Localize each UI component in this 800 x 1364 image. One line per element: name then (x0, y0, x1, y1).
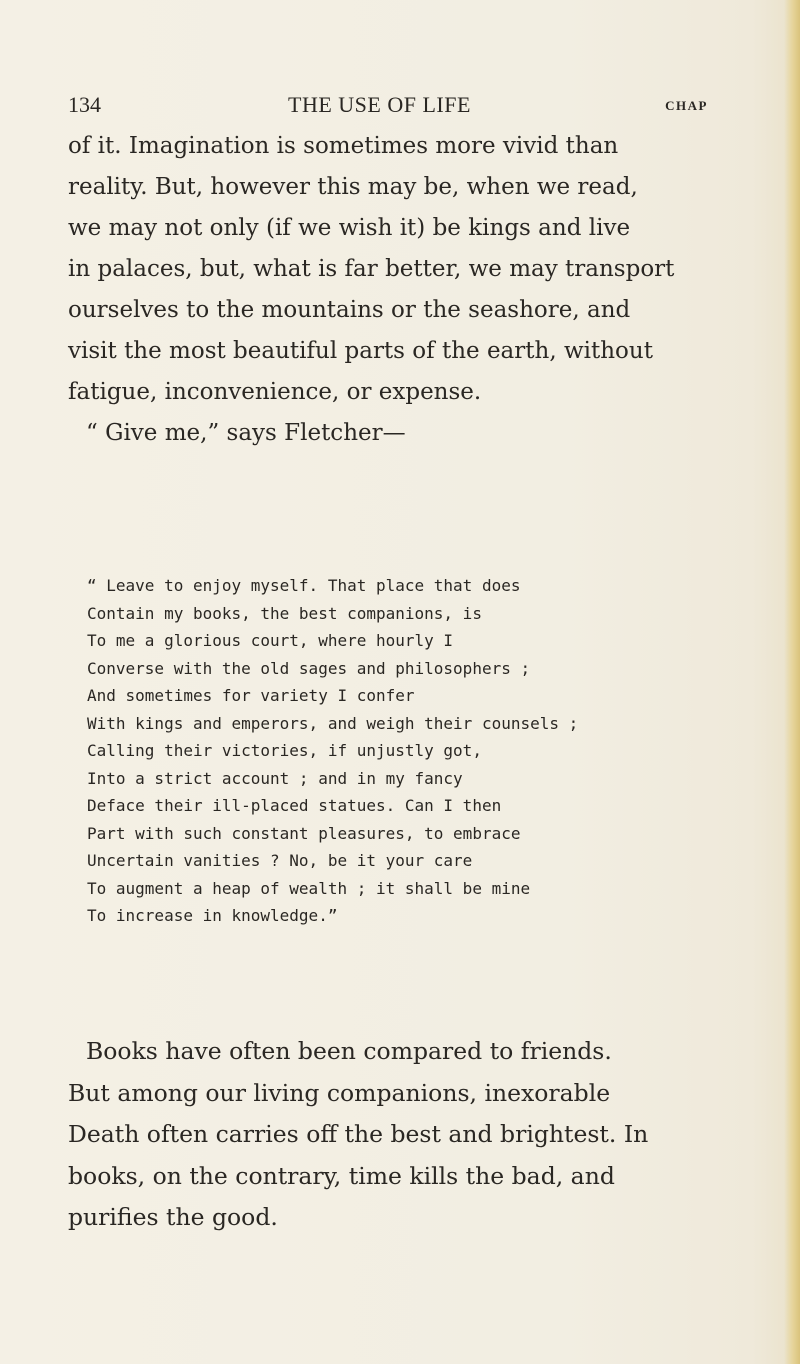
text-line: fatigue, inconvenience, or expense. (68, 379, 482, 405)
page-number: 134 (68, 92, 101, 117)
running-header (68, 92, 708, 122)
verse-line: Contain my books, the best companions, is (87, 603, 482, 623)
verse-line: Deface their ill-placed statues. Can I then (87, 796, 502, 815)
verse-line: Uncertain vanities ? No, be it your care (87, 851, 473, 870)
fletcher-verse-quote (87, 572, 727, 930)
text-line: Death often carries off the best and brightest. In (68, 1120, 649, 1148)
verse-line: To augment a heap of wealth ; it shall be mine (87, 878, 531, 898)
verse-line: “ Leave to enjoy myself. That place that does (87, 576, 521, 595)
verse-line: With kings and emperors, and weigh their counsels ; (87, 713, 579, 733)
text-line: ourselves to the mountains or the seashore, and (68, 297, 631, 323)
text-line: reality. But, however this may be, when we read, (68, 174, 638, 200)
text-line: of it. Imagination is sometimes more vivid than (68, 133, 619, 159)
verse-line: Converse with the old sages and philosophers ; (87, 658, 531, 678)
text-line: Books have often been compared to friends. (86, 1037, 612, 1065)
text-line-quote-intro: “ Give me,” says Fletcher— (86, 420, 406, 446)
text-line: visit the most beautiful parts of the earth, without (68, 338, 653, 364)
paragraph-books-friends (68, 1031, 718, 1239)
verse-line: Part with such constant pleasures, to embrace (87, 823, 521, 843)
verse-line: Into a strict account ; and in my fancy (87, 768, 463, 788)
verse-line: And sometimes for variety I confer (87, 686, 415, 705)
page-edge-discoloration (784, 0, 800, 1364)
text-line: in palaces, but, what is far better, we may transport (68, 256, 675, 282)
verse-line: To increase in knowledge.” (87, 906, 338, 925)
text-line: purifies the good. (68, 1203, 278, 1231)
text-line: books, on the contrary, time kills the bad, and (68, 1161, 615, 1190)
running-title: THE USE OF LIFE (288, 92, 471, 117)
paragraph-imagination (68, 126, 718, 454)
verse-line: Calling their victories, if unjustly got, (87, 741, 482, 760)
text-line: But among our living companions, inexorable (68, 1078, 611, 1107)
text-line: we may not only (if we wish it) be kings and live (68, 215, 631, 241)
chapter-mark: CHAP (665, 98, 708, 113)
verse-line: To me a glorious court, where hourly I (87, 631, 454, 650)
